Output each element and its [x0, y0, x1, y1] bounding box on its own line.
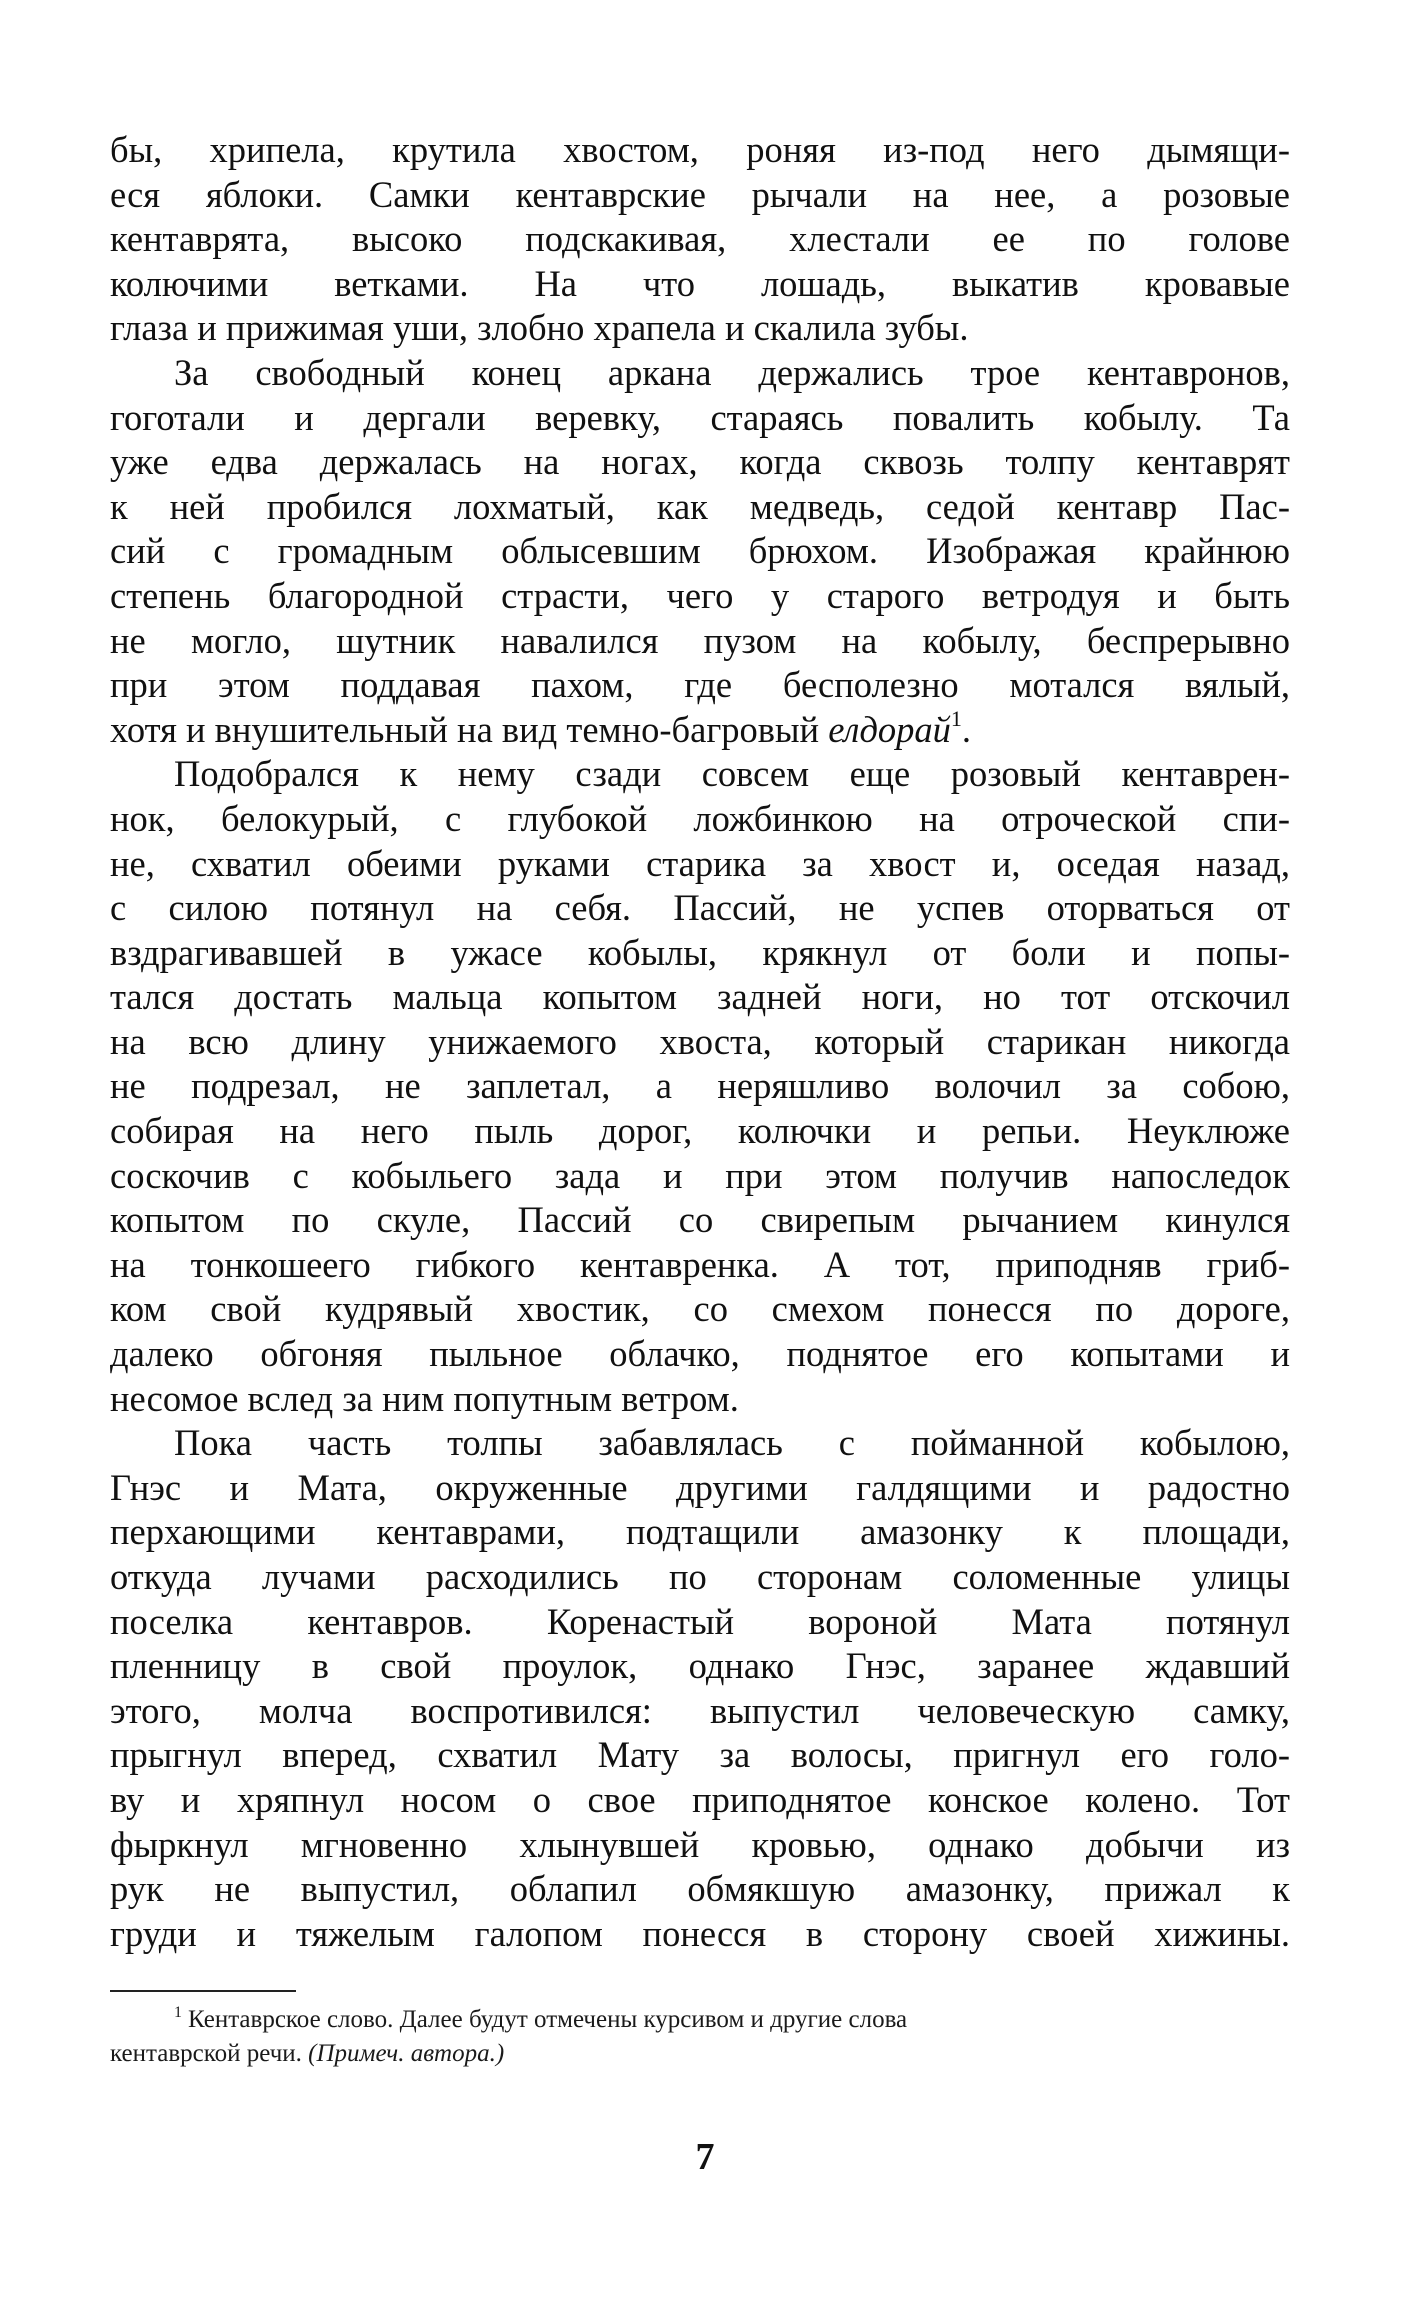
footnote-line [110, 2003, 1290, 2037]
text-line: далеко обгоняя пыльное облачко, поднятое его копытами и [110, 1333, 1290, 1375]
text-line: Подобрался к нему сзади совсем еще розовый кентаврен- [174, 753, 1290, 795]
text-line: рук не выпустил, облапил обмякшую амазонку, прижал к [110, 1868, 1290, 1910]
footnote-line [110, 2037, 1290, 2071]
text-line: поселка кентавров. Коренастый вороной Мата потянул [110, 1600, 1290, 1642]
text-line: степень благородной страсти, чего у старого ветродуя и быть [110, 574, 1290, 616]
footnote-divider [110, 1990, 296, 1992]
text-line: пленницу в свой проулок, однако Гнэс, заранее ждавший [110, 1645, 1290, 1687]
text-line: соскочив с кобыльего зада и при этом получив напоследок [110, 1154, 1290, 1196]
text-line: не, схватил обеими руками старика за хвост и, оседая назад, [110, 842, 1290, 884]
text-line: с силою потянул на себя. Пассий, не успев оторваться от [110, 887, 1290, 929]
text-line: уже едва держалась на ногах, когда сквозь толпу кентаврят [110, 441, 1290, 483]
footnote-reference: 1 [950, 705, 962, 731]
text-line: За свободный конец аркана держались трое кентавронов, [174, 351, 1290, 393]
text-line: бы, хрипела, крутила хвостом, роняя из-под него дымящи- [110, 129, 1290, 170]
text-line: Гнэс и Мата, окруженные другими галдящими и радостно [110, 1466, 1290, 1508]
text-line: тался достать мальца копытом задней ноги, но тот отскочил [110, 976, 1290, 1018]
text-line: ву и хряпнул носом о свое приподнятое конское колено. Тот [110, 1778, 1290, 1820]
text-line: не могло, шутник навалился пузом на кобылу, беспрерывно [110, 619, 1290, 661]
text-line: фыркнул мгновенно хлынувшей кровью, однако добычи из [110, 1823, 1290, 1865]
text-line: не подрезал, не заплетал, а неряшливо волочил за собою, [110, 1065, 1290, 1107]
text-line: откуда лучами расходились по сторонам соломенные улицы [110, 1556, 1290, 1597]
text-line: перхающими кентаврами, подтащили амазонку к площади, [110, 1511, 1290, 1553]
text-line: еся яблоки. Самки кентаврские рычали на нее, а розовые [110, 173, 1290, 215]
text-line: на тонкошеего гибкого кентавренка. А тот, приподняв гриб- [110, 1243, 1290, 1285]
text-segment: хотя и внушительный на вид темно-багровый [110, 708, 829, 750]
text-line: копытом по скуле, Пассий со свирепым рычанием кинулся [110, 1199, 1290, 1241]
text-line: колючими ветками. На что лошадь, выкатив кровавые [110, 262, 1290, 304]
text-line: на всю длину унижаемого хвоста, который старикан никогда [110, 1020, 1290, 1062]
text-line: прыгнул вперед, схватил Мату за волосы, пригнул его голо- [110, 1734, 1290, 1776]
text-line: сий с громадным облысевшим брюхом. Изображая крайнюю [110, 530, 1290, 572]
footnote-marker: 1 [174, 2004, 182, 2021]
italic-term: елдорай [828, 708, 951, 750]
text-line: ком свой кудрявый хвостик, со смехом понесся по дороге, [110, 1288, 1290, 1330]
text-line: при этом поддавая пахом, где бесполезно мотался вялый, [110, 664, 1290, 706]
text-line: гоготали и дергали веревку, стараясь повалить кобылу. Та [110, 396, 1290, 438]
footnote-text: Кентаврское слово. Далее будут отмечены курсивом и другие слова [188, 2006, 908, 2033]
text-line: Пока часть толпы забавлялась с пойманной кобылою, [174, 1422, 1290, 1464]
text-line: несомое вслед за ним попутным ветром. [110, 1377, 739, 1419]
text-line: глаза и прижимая уши, злобно храпела и скалила зубы. [110, 307, 969, 349]
text-line: вздрагивавшей в ужасе кобылы, крякнул от боли и попы- [110, 931, 1290, 973]
text-line: нок, белокурый, с глубокой ложбинкою на отроческой спи- [110, 797, 1290, 839]
text-line: груди и тяжелым галопом понесся в сторону своей хижины. [110, 1912, 1290, 1954]
text-line: кентаврята, высоко подскакивая, хлестали ее по голове [110, 218, 1290, 260]
text-line: к ней пробился лохматый, как медведь, седой кентавр Пас- [110, 485, 1290, 527]
text-segment: . [961, 708, 972, 750]
footnote-note: (Примеч. автора.) [308, 2040, 505, 2067]
footnote-text: кентаврской речи. [110, 2040, 309, 2067]
footnote [110, 2003, 1290, 2071]
book-page-body [110, 128, 1290, 1956]
text-line-with-footnote [110, 705, 1290, 753]
page-number: 7 [695, 2136, 715, 2178]
text-line: собирая на него пыль дорог, колючки и репьи. Неуклюже [110, 1110, 1290, 1152]
text-line: этого, молча воспротивился: выпустил человеческую самку, [110, 1689, 1290, 1731]
